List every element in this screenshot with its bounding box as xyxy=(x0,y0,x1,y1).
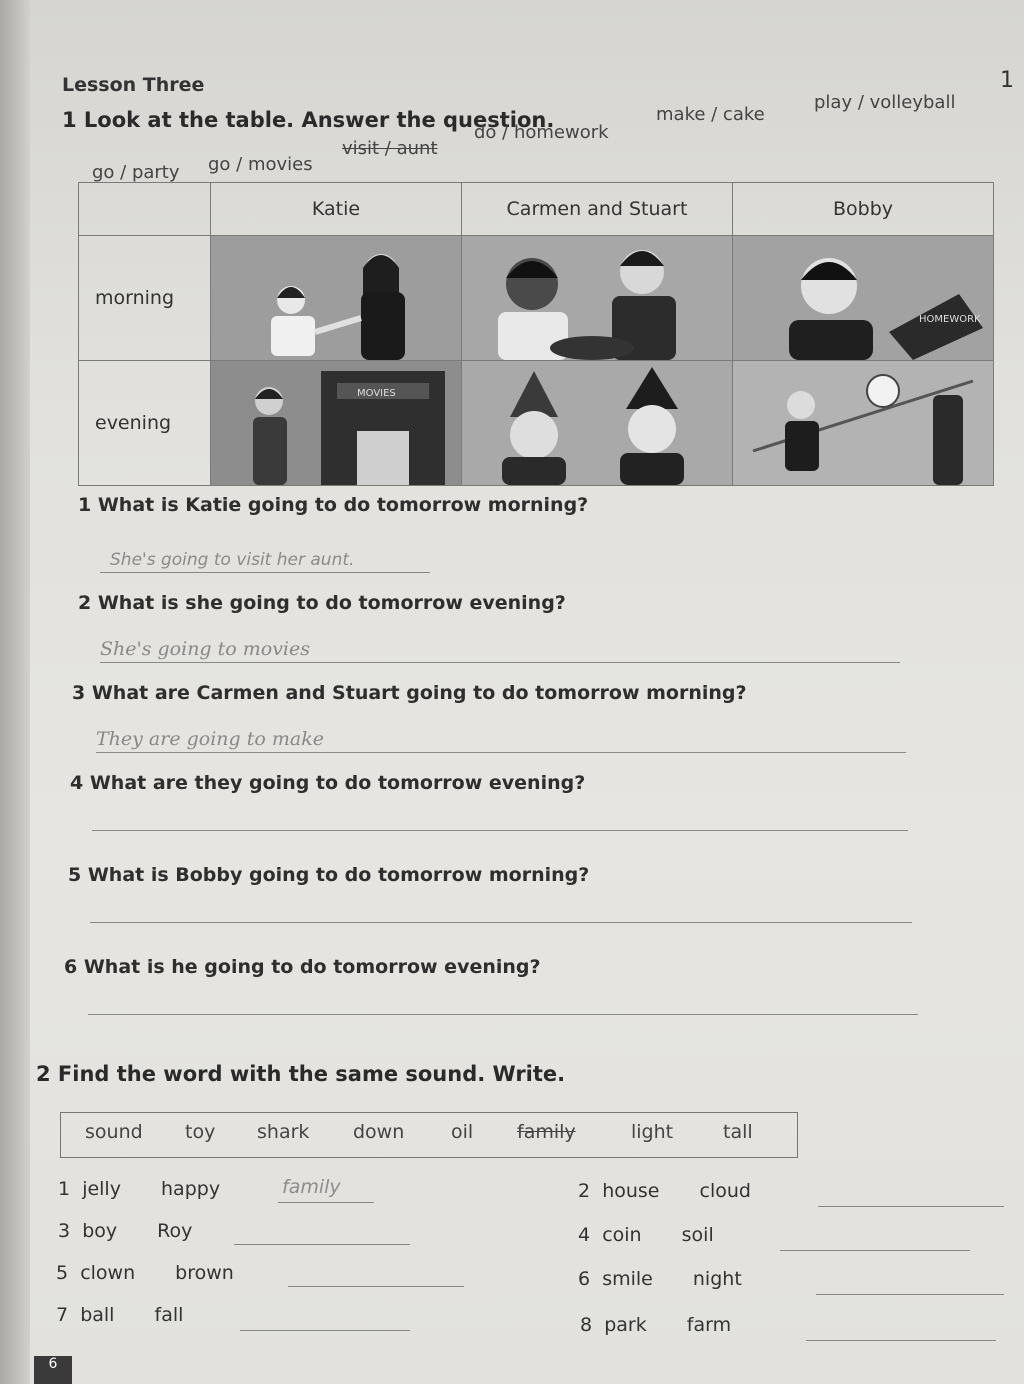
question-1: 1 What is Katie going to do tomorrow morning? xyxy=(78,494,589,516)
item-number: 3 xyxy=(58,1220,71,1242)
item-8 xyxy=(580,1314,731,1336)
answer-line-2 xyxy=(100,662,900,663)
answer-2[interactable]: She's going to movies xyxy=(100,638,311,660)
item-3 xyxy=(58,1220,192,1242)
page-fold-shadow xyxy=(0,0,30,1384)
exercise1-instruction: 1 Look at the table. Answer the question. xyxy=(62,108,555,132)
item-word-1: ball xyxy=(80,1304,115,1326)
answer-line-5 xyxy=(90,922,912,923)
column-header-carmen-stuart: Carmen and Stuart xyxy=(462,183,733,236)
item-answer-1[interactable]: family xyxy=(282,1176,341,1198)
item-word-1: coin xyxy=(602,1224,642,1246)
picture-carmen-stuart-evening xyxy=(462,361,733,486)
table-corner xyxy=(79,183,211,236)
item-answer-line-2 xyxy=(818,1206,1004,1207)
item-answer-line-5 xyxy=(288,1286,464,1287)
page-number: 1 xyxy=(1000,68,1014,93)
key-play-volleyball: play / volleyball xyxy=(814,92,956,113)
item-answer-line-8 xyxy=(806,1340,996,1341)
item-word-2: night xyxy=(692,1268,742,1290)
answer-line-6 xyxy=(88,1014,918,1015)
item-word-1: boy xyxy=(82,1220,118,1242)
key-go-party: go / party xyxy=(92,162,180,183)
key-visit-aunt: visit / aunt xyxy=(342,138,438,159)
item-word-1: clown xyxy=(80,1262,136,1284)
item-6 xyxy=(578,1268,742,1290)
key-do-homework: do / homework xyxy=(474,122,609,143)
item-number: 1 xyxy=(58,1178,71,1200)
item-word-2: farm xyxy=(686,1314,732,1336)
item-number: 4 xyxy=(578,1224,591,1246)
item-number: 6 xyxy=(578,1268,591,1290)
word-bank-item: tall xyxy=(723,1121,753,1143)
item-answer-line-6 xyxy=(816,1294,1004,1295)
question-6: 6 What is he going to do tomorrow evening? xyxy=(64,956,541,978)
item-answer-line-7 xyxy=(240,1330,410,1331)
answer-1[interactable]: She's going to visit her aunt. xyxy=(110,550,355,570)
item-2 xyxy=(578,1180,751,1202)
word-bank xyxy=(60,1112,798,1158)
column-header-bobby: Bobby xyxy=(733,183,994,236)
item-word-1: house xyxy=(602,1180,660,1202)
picture-bobby-morning xyxy=(733,236,994,361)
item-word-1: park xyxy=(604,1314,647,1336)
word-bank-item-used: family xyxy=(517,1121,576,1143)
word-bank-item: oil xyxy=(451,1121,474,1143)
answer-line-3 xyxy=(96,752,906,753)
item-answer-line-1 xyxy=(278,1202,374,1203)
footer-page-number: 6 xyxy=(34,1356,72,1384)
key-make-cake: make / cake xyxy=(656,104,765,125)
item-1 xyxy=(58,1178,220,1200)
item-4 xyxy=(578,1224,714,1246)
item-7 xyxy=(56,1304,183,1326)
exercise2-instruction: 2 Find the word with the same sound. Write. xyxy=(36,1062,566,1086)
item-word-2: fall xyxy=(154,1304,184,1326)
item-word-2: cloud xyxy=(699,1180,751,1202)
item-number: 5 xyxy=(56,1262,69,1284)
item-word-2: soil xyxy=(681,1224,714,1246)
picture-bobby-evening xyxy=(733,361,994,486)
word-bank-item: light xyxy=(631,1121,674,1143)
question-4: 4 What are they going to do tomorrow evening? xyxy=(70,772,586,794)
item-word-1: jelly xyxy=(82,1178,121,1200)
column-header-katie: Katie xyxy=(211,183,462,236)
lesson-title: Lesson Three xyxy=(62,74,205,96)
answer-line-4 xyxy=(92,830,908,831)
question-3: 3 What are Carmen and Stuart going to do tomorrow morning? xyxy=(72,682,747,704)
item-word-1: smile xyxy=(602,1268,653,1290)
key-go-movies: go / movies xyxy=(208,154,313,175)
word-bank-item: sound xyxy=(85,1121,143,1143)
item-word-2: happy xyxy=(161,1178,221,1200)
picture-katie-evening xyxy=(211,361,462,486)
question-5: 5 What is Bobby going to do tomorrow morning? xyxy=(68,864,590,886)
word-bank-item: toy xyxy=(185,1121,216,1143)
item-number: 8 xyxy=(580,1314,593,1336)
picture-katie-morning xyxy=(211,236,462,361)
item-answer-line-3 xyxy=(234,1244,410,1245)
item-word-2: Roy xyxy=(157,1220,193,1242)
item-5 xyxy=(56,1262,234,1284)
activity-key xyxy=(80,92,1000,182)
word-bank-item: down xyxy=(353,1121,405,1143)
question-2: 2 What is she going to do tomorrow evening? xyxy=(78,592,566,614)
picture-carmen-stuart-morning xyxy=(462,236,733,361)
item-answer-line-4 xyxy=(780,1250,970,1251)
word-bank-item: shark xyxy=(257,1121,310,1143)
item-number: 7 xyxy=(56,1304,69,1326)
row-label-morning: morning xyxy=(79,236,211,361)
item-word-2: brown xyxy=(175,1262,234,1284)
movies-sign: MOVIES xyxy=(357,388,396,399)
activity-table xyxy=(78,182,994,486)
answer-3[interactable]: They are going to make xyxy=(96,728,324,750)
item-number: 2 xyxy=(578,1180,591,1202)
row-label-evening: evening xyxy=(79,361,211,486)
homework-book-label: HOMEWORK xyxy=(919,314,981,325)
answer-line-1 xyxy=(100,572,430,573)
